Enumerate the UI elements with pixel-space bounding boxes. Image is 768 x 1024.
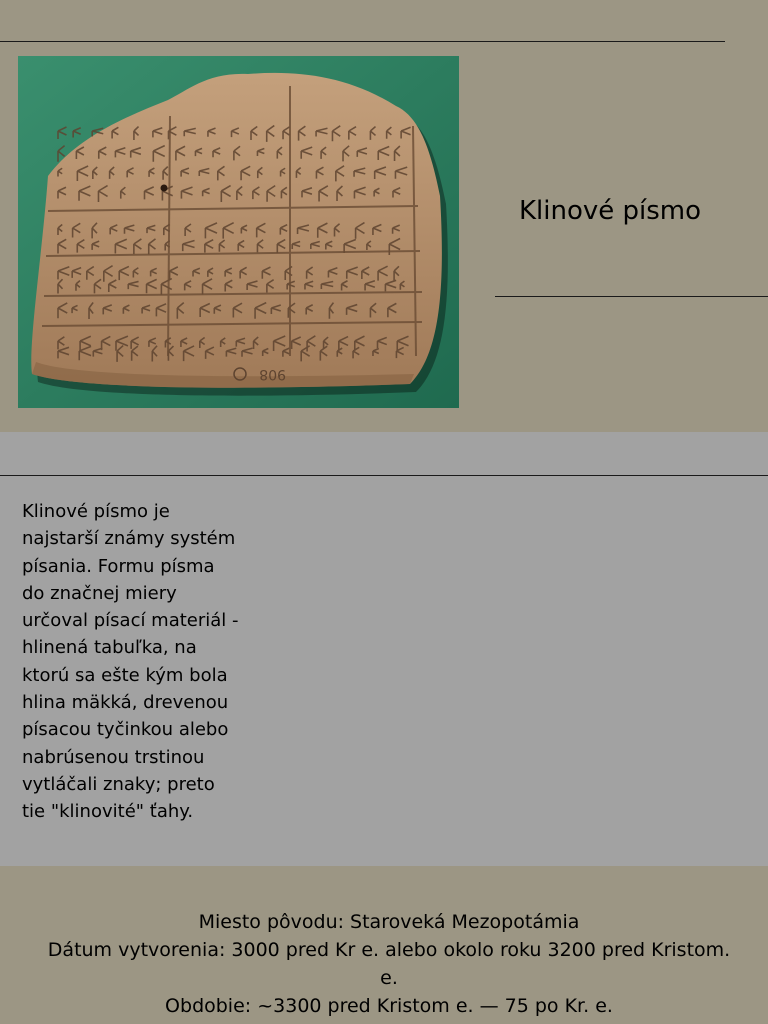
title-underline (495, 296, 768, 297)
period-text: Obdobie: ~3300 pred Kristom e. — 75 po Kr. e. (165, 995, 613, 1017)
metadata-footer (40, 908, 738, 1020)
tablet-number-inscription: 908 (259, 366, 286, 382)
origin-text: Miesto pôvodu: Staroveká Mezopotámia (198, 911, 580, 933)
slide-title: Klinové písmo (518, 196, 702, 226)
middle-divider-line (0, 475, 768, 476)
top-divider-line (0, 41, 725, 42)
description-text: Klinové písmo je najstarší známy systém písania. Formu písma do značnej miery určoval písací materiál - hlinená tabuľka, na ktorú sa ešte kým bola hlina mäkká, drevenou písacou tyčinkou alebo nabrúsenou trstinou vytláčali znaky; preto tie "klinovité" ťahy. (22, 501, 239, 823)
cuneiform-tablet-photo (18, 56, 459, 408)
creation-date-text: Dátum vytvorenia: 3000 pred Kr e. alebo okolo roku 3200 pred Kristom. e. (47, 939, 731, 989)
